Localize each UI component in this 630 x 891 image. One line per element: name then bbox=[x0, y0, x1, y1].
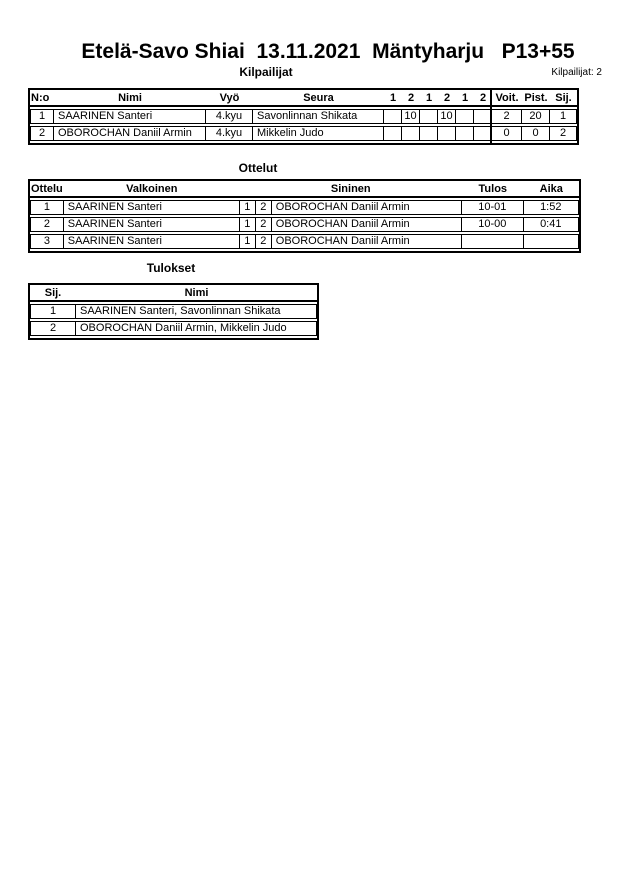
place-cell: 1 bbox=[550, 109, 577, 124]
white-player-name: SAARINEN Santeri bbox=[64, 200, 240, 215]
competitors-table-wrapper bbox=[28, 88, 579, 145]
match-result bbox=[462, 234, 524, 249]
match-row bbox=[30, 217, 579, 232]
competitor-name: SAARINEN Santeri bbox=[54, 109, 206, 124]
result-row bbox=[30, 304, 317, 319]
col-header-no: N:o bbox=[30, 92, 54, 107]
competitors-heading: Kilpailijat bbox=[239, 65, 293, 79]
blue-corner-number: 2 bbox=[256, 200, 272, 215]
competitors-table bbox=[28, 88, 579, 145]
col-header-place: Sij. bbox=[550, 92, 577, 107]
competitor-row bbox=[30, 109, 577, 124]
col-header-belt: Vyö bbox=[206, 92, 253, 107]
competitor-name: OBOROCHAN Daniil Armin bbox=[54, 126, 206, 141]
competitor-row bbox=[30, 126, 577, 141]
col-header-blue: Sininen bbox=[240, 183, 462, 198]
score-cell bbox=[402, 126, 420, 141]
result-row bbox=[30, 321, 317, 336]
col-header-wins: Voit. bbox=[492, 92, 522, 107]
results-heading: Tulokset bbox=[146, 261, 196, 275]
match-number: 2 bbox=[30, 217, 64, 232]
result-name: OBOROCHAN Daniil Armin, Mikkelin Judo bbox=[76, 321, 317, 336]
white-corner-number: 1 bbox=[240, 200, 256, 215]
blue-corner-number: 2 bbox=[256, 217, 272, 232]
white-corner-number: 1 bbox=[240, 217, 256, 232]
white-player-name: SAARINEN Santeri bbox=[64, 217, 240, 232]
match-result: 10-01 bbox=[462, 200, 524, 215]
result-place: 2 bbox=[30, 321, 76, 336]
score-cell: 10 bbox=[438, 109, 456, 124]
col-header-score-6: 2 bbox=[474, 92, 492, 107]
score-cell bbox=[420, 109, 438, 124]
match-row bbox=[30, 200, 579, 215]
matches-table bbox=[28, 179, 581, 253]
col-header-score-2: 2 bbox=[402, 92, 420, 107]
result-place: 1 bbox=[30, 304, 76, 319]
matches-table-wrapper bbox=[28, 179, 581, 253]
matches-heading: Ottelut bbox=[238, 161, 278, 175]
competitor-belt: 4.kyu bbox=[206, 126, 253, 141]
col-header-match: Ottelu bbox=[30, 183, 64, 198]
col-header-club: Seura bbox=[253, 92, 384, 107]
score-cell bbox=[384, 109, 402, 124]
match-row bbox=[30, 234, 579, 249]
match-number: 3 bbox=[30, 234, 64, 249]
place-cell: 2 bbox=[550, 126, 577, 141]
white-player-name: SAARINEN Santeri bbox=[64, 234, 240, 249]
match-time: 1:52 bbox=[524, 200, 579, 215]
col-header-result: Tulos bbox=[462, 183, 524, 198]
match-time: 0:41 bbox=[524, 217, 579, 232]
blue-corner-number: 2 bbox=[256, 234, 272, 249]
results-table-wrapper bbox=[28, 283, 319, 340]
points-cell: 0 bbox=[522, 126, 550, 141]
wins-cell: 0 bbox=[492, 126, 522, 141]
competitor-belt: 4.kyu bbox=[206, 109, 253, 124]
score-cell bbox=[456, 109, 474, 124]
score-cell bbox=[420, 126, 438, 141]
wins-cell: 2 bbox=[492, 109, 522, 124]
result-name: SAARINEN Santeri, Savonlinnan Shikata bbox=[76, 304, 317, 319]
points-cell: 20 bbox=[522, 109, 550, 124]
blue-player-name: OBOROCHAN Daniil Armin bbox=[272, 234, 462, 249]
page-title: Etelä-Savo Shiai 13.11.2021 Mäntyharju P13+55 bbox=[81, 40, 575, 63]
summary-group-divider bbox=[490, 88, 492, 145]
competitor-count: Kilpailijat: 2 bbox=[551, 67, 602, 78]
results-header-row bbox=[30, 287, 317, 302]
blue-player-name: OBOROCHAN Daniil Armin bbox=[272, 217, 462, 232]
match-result: 10-00 bbox=[462, 217, 524, 232]
white-corner-number: 1 bbox=[240, 234, 256, 249]
competitor-club: Savonlinnan Shikata bbox=[253, 109, 384, 124]
col-header-points: Pist. bbox=[522, 92, 550, 107]
col-header-score-4: 2 bbox=[438, 92, 456, 107]
score-cell: 10 bbox=[402, 109, 420, 124]
col-header-white: Valkoinen bbox=[64, 183, 240, 198]
competitor-number: 2 bbox=[30, 126, 54, 141]
blue-player-name: OBOROCHAN Daniil Armin bbox=[272, 200, 462, 215]
match-time bbox=[524, 234, 579, 249]
competitors-header-row bbox=[30, 92, 577, 107]
score-cell bbox=[438, 126, 456, 141]
col-header-name: Nimi bbox=[76, 287, 317, 302]
col-header-time: Aika bbox=[524, 183, 579, 198]
col-header-score-3: 1 bbox=[420, 92, 438, 107]
score-cell bbox=[384, 126, 402, 141]
col-header-name: Nimi bbox=[54, 92, 206, 107]
col-header-score-1: 1 bbox=[384, 92, 402, 107]
competitor-number: 1 bbox=[30, 109, 54, 124]
matches-header-row bbox=[30, 183, 579, 198]
results-table bbox=[28, 283, 319, 340]
col-header-score-5: 1 bbox=[456, 92, 474, 107]
competitor-club: Mikkelin Judo bbox=[253, 126, 384, 141]
score-cell bbox=[456, 126, 474, 141]
match-number: 1 bbox=[30, 200, 64, 215]
col-header-place: Sij. bbox=[30, 287, 76, 302]
